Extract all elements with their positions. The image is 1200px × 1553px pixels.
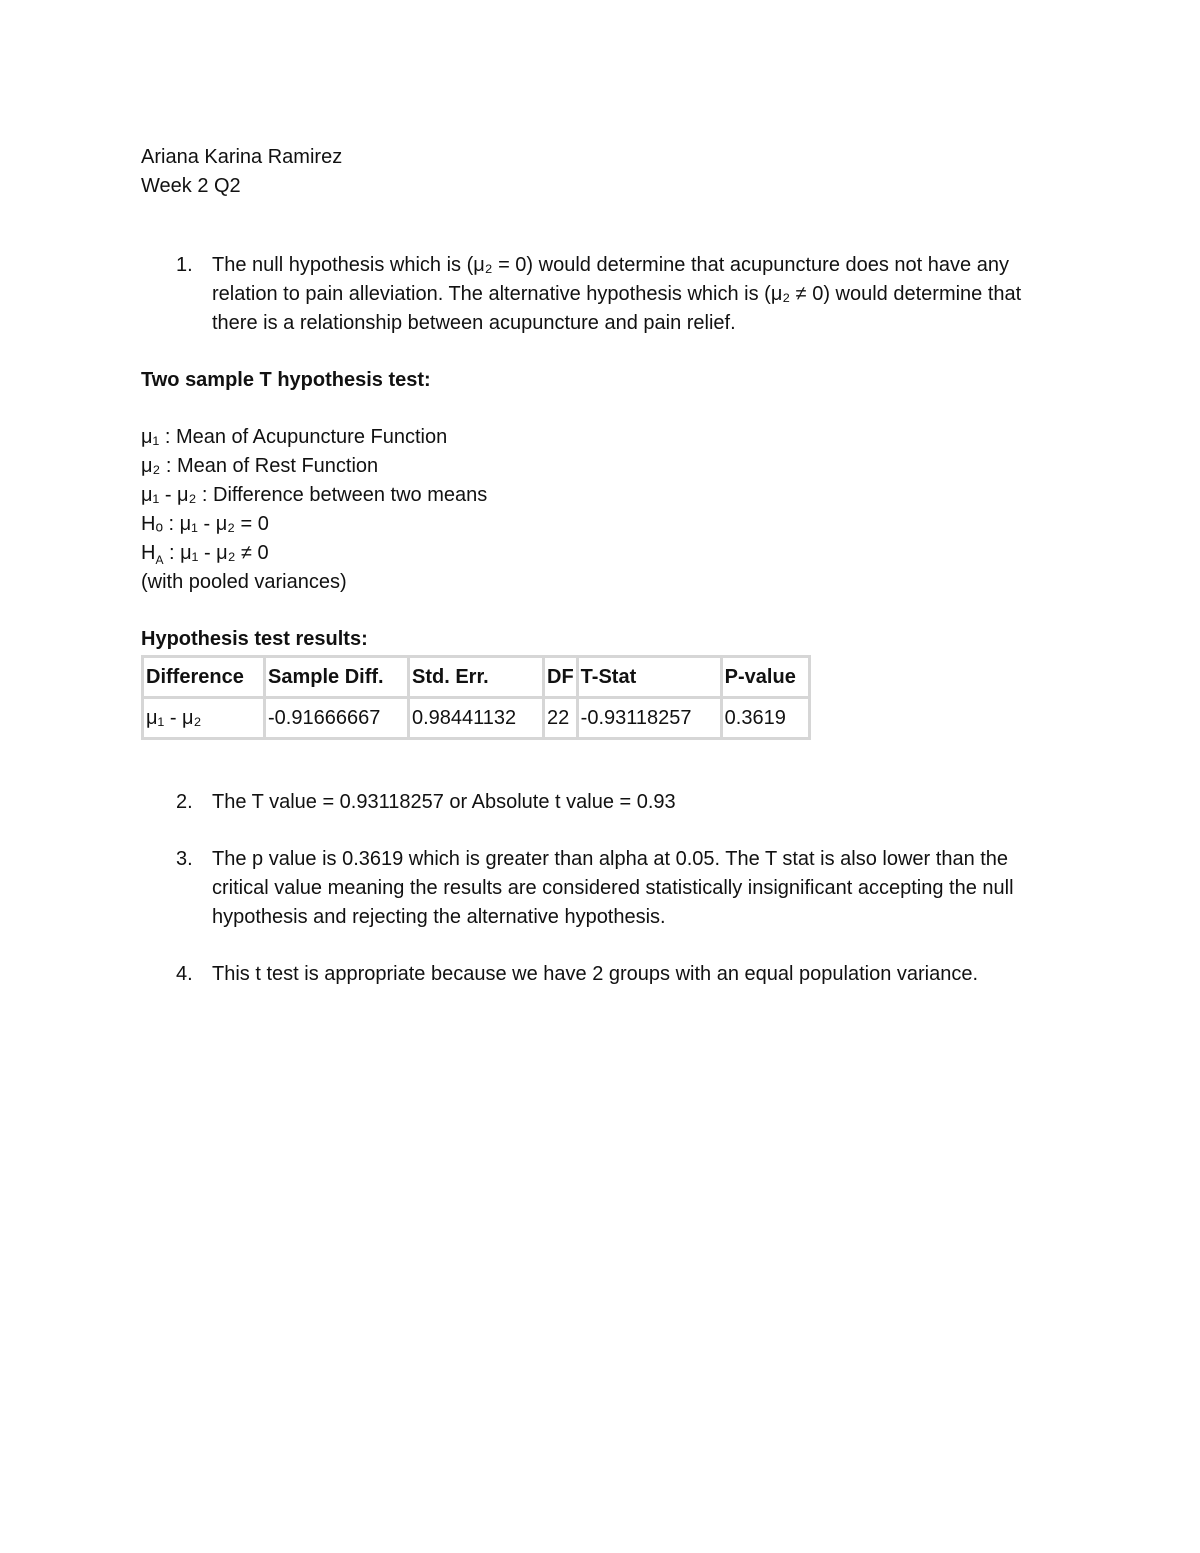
column-header-t-stat: T-Stat — [577, 657, 721, 698]
results-table — [141, 655, 811, 740]
question-2-text: The T value = 0.93118257 or Absolute t value = 0.93 — [212, 791, 676, 813]
spacer — [141, 817, 1061, 845]
definition-mu1: μ₁ : Mean of Acupuncture Function — [141, 426, 448, 448]
document-page — [141, 143, 1061, 989]
question-1-list — [141, 251, 1061, 338]
test-definitions — [141, 423, 1061, 597]
question-4-text: This t test is appropriate because we have 2 groups with an equal population variance. — [212, 963, 979, 985]
question-4-number: 4. — [176, 963, 193, 985]
cell-t-stat: -0.93118257 — [577, 698, 721, 739]
assignment-title: Week 2 Q2 — [141, 175, 241, 197]
question-1-text: The null hypothesis which is (μ₂ = 0) would determine that acupuncture does not have any relation to pain alleviation. The alternative hypothesis which is (μ₂ ≠ 0) would determine that there is a relationship between acupuncture and pain relief. — [212, 254, 1022, 334]
cell-p-value: 0.3619 — [721, 698, 809, 739]
question-1 — [141, 251, 1061, 338]
question-4 — [141, 960, 1061, 989]
column-header-p-value: P-value — [721, 657, 809, 698]
document-header — [141, 143, 1061, 201]
question-3 — [141, 845, 1061, 932]
results-header-row — [143, 657, 810, 698]
results-heading: Hypothesis test results: — [141, 628, 368, 650]
cell-sample-diff: -0.91666667 — [265, 698, 409, 739]
question-3-number: 3. — [176, 848, 193, 870]
question-3-text: The p value is 0.3619 which is greater than alpha at 0.05. The T stat is also lower than the critical value meaning the results are considered statistically insignificant accepting the null hypothesis and rejecting the alternative hypothesis. — [212, 848, 1014, 928]
definition-difference: μ₁ - μ₂ : Difference between two means — [141, 484, 488, 506]
column-header-df: DF — [544, 657, 578, 698]
question-2 — [141, 788, 1061, 817]
column-header-std-err: Std. Err. — [409, 657, 544, 698]
cell-std-err: 0.98441132 — [409, 698, 544, 739]
definition-mu2: μ₂ : Mean of Rest Function — [141, 455, 379, 477]
column-header-difference: Difference — [143, 657, 265, 698]
spacer — [141, 932, 1061, 960]
null-hypothesis: Hₒ : μ₁ - μ₂ = 0 — [141, 513, 269, 535]
test-heading: Two sample T hypothesis test: — [141, 369, 431, 391]
answers-list — [141, 788, 1061, 989]
column-header-sample-diff: Sample Diff. — [265, 657, 409, 698]
pooled-variances-note: (with pooled variances) — [141, 571, 347, 593]
question-2-number: 2. — [176, 791, 193, 813]
cell-difference: μ₁ - μ₂ — [143, 698, 265, 739]
alternative-hypothesis: $H_A$ : μ₁ - μ₂ ≠ 0 — [141, 542, 269, 567]
author-name: Ariana Karina Ramirez — [141, 146, 343, 168]
question-1-number: 1. — [176, 254, 193, 276]
table-row — [143, 698, 810, 739]
cell-df: 22 — [544, 698, 578, 739]
